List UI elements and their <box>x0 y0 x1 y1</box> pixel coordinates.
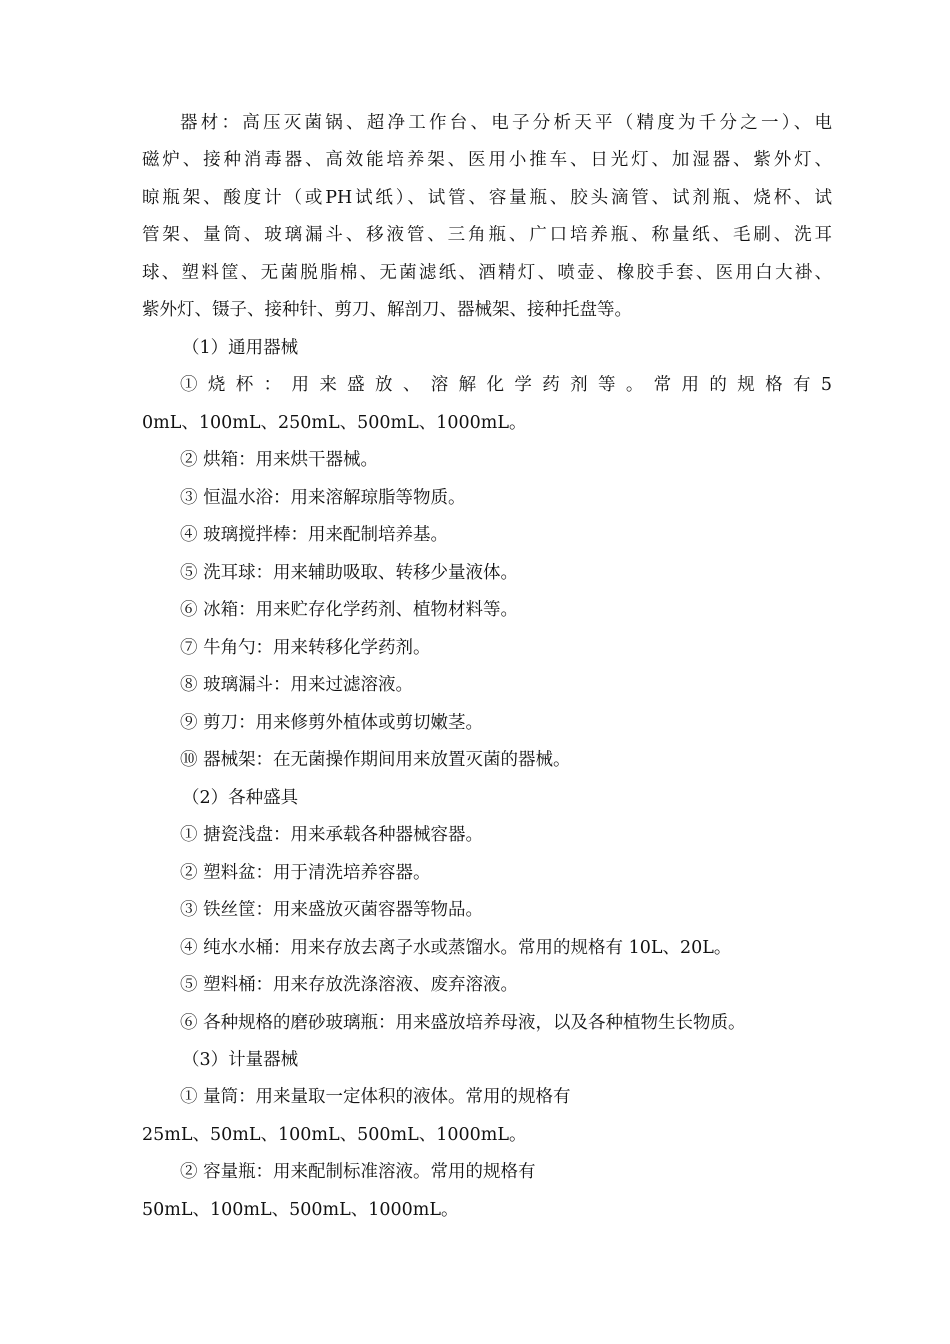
section-heading-general-instruments: （1）通用器械 <box>182 338 299 358</box>
list-item: ⑤ 塑料桶：用来存放洗涤溶液、废弃溶液。 <box>180 975 519 995</box>
list-item: ① 烧 杯 ： 用 来 盛 放 、 溶 解 化 学 药 剂 等 。 常 用 的 规 格 有 5 <box>180 375 832 395</box>
equipment-paragraph-line: 磁炉、接种消毒器、高效能培养架、医用小推车、日光灯、加湿器、紫外灯、 <box>142 150 832 170</box>
list-item: ③ 恒温水浴：用来溶解琼脂等物质。 <box>180 488 466 508</box>
equipment-paragraph-line: 管架、量筒、玻璃漏斗、移液管、三角瓶、广口培养瓶、称量纸、毛刷、洗耳 <box>142 225 832 245</box>
section-heading-containers: （2）各种盛具 <box>182 788 299 808</box>
list-item: ④ 玻璃搅拌棒：用来配制培养基。 <box>180 525 449 545</box>
list-item: ⑨ 剪刀：用来修剪外植体或剪切嫩茎。 <box>180 713 484 733</box>
list-item-continuation: 50mL、100mL、500mL、1000mL。 <box>142 1200 459 1220</box>
equipment-paragraph-line: 球、塑料筐、无菌脱脂棉、无菌滤纸、酒精灯、喷壶、橡胶手套、医用白大褂、 <box>142 263 832 283</box>
list-item: ⑦ 牛角勺：用来转移化学药剂。 <box>180 638 431 658</box>
list-item: ④ 纯水水桶：用来存放去离子水或蒸馏水。常用的规格有 10L、20L。 <box>180 938 732 958</box>
list-item: ⑥ 各种规格的磨砂玻璃瓶：用来盛放培养母液，以及各种植物生长物质。 <box>180 1013 746 1033</box>
equipment-paragraph-line: 器材：高压灭菌锅、超净工作台、电子分析天平（精度为千分之一）、电 <box>180 113 832 133</box>
list-item: ③ 铁丝筐：用来盛放灭菌容器等物品。 <box>180 900 484 920</box>
list-item: ② 烘箱：用来烘干器械。 <box>180 450 379 470</box>
list-item: ① 搪瓷浅盘：用来承载各种器械容器。 <box>180 825 484 845</box>
section-heading-measuring-instruments: （3）计量器械 <box>182 1050 299 1070</box>
list-item: ② 塑料盆：用于清洗培养容器。 <box>180 863 431 883</box>
list-item: ⑩ 器械架：在无菌操作期间用来放置灭菌的器械。 <box>180 750 571 770</box>
equipment-paragraph-line: 晾瓶架、酸度计（或PH试纸）、试管、容量瓶、胶头滴管、试剂瓶、烧杯、试 <box>142 188 832 208</box>
list-item: ⑥ 冰箱：用来贮存化学药剂、植物材料等。 <box>180 600 519 620</box>
list-item-continuation: 25mL、50mL、100mL、500mL、1000mL。 <box>142 1125 527 1145</box>
list-item: ② 容量瓶：用来配制标准溶液。常用的规格有 <box>180 1162 536 1182</box>
list-item: ⑧ 玻璃漏斗：用来过滤溶液。 <box>180 675 414 695</box>
list-item: ⑤ 洗耳球：用来辅助吸取、转移少量液体。 <box>180 563 519 583</box>
equipment-paragraph-line: 紫外灯、镊子、接种针、剪刀、解剖刀、器械架、接种托盘等。 <box>142 300 632 320</box>
list-item: ① 量筒：用来量取一定体积的液体。常用的规格有 <box>180 1087 571 1107</box>
list-item-continuation: 0mL、100mL、250mL、500mL、1000mL。 <box>142 413 527 433</box>
